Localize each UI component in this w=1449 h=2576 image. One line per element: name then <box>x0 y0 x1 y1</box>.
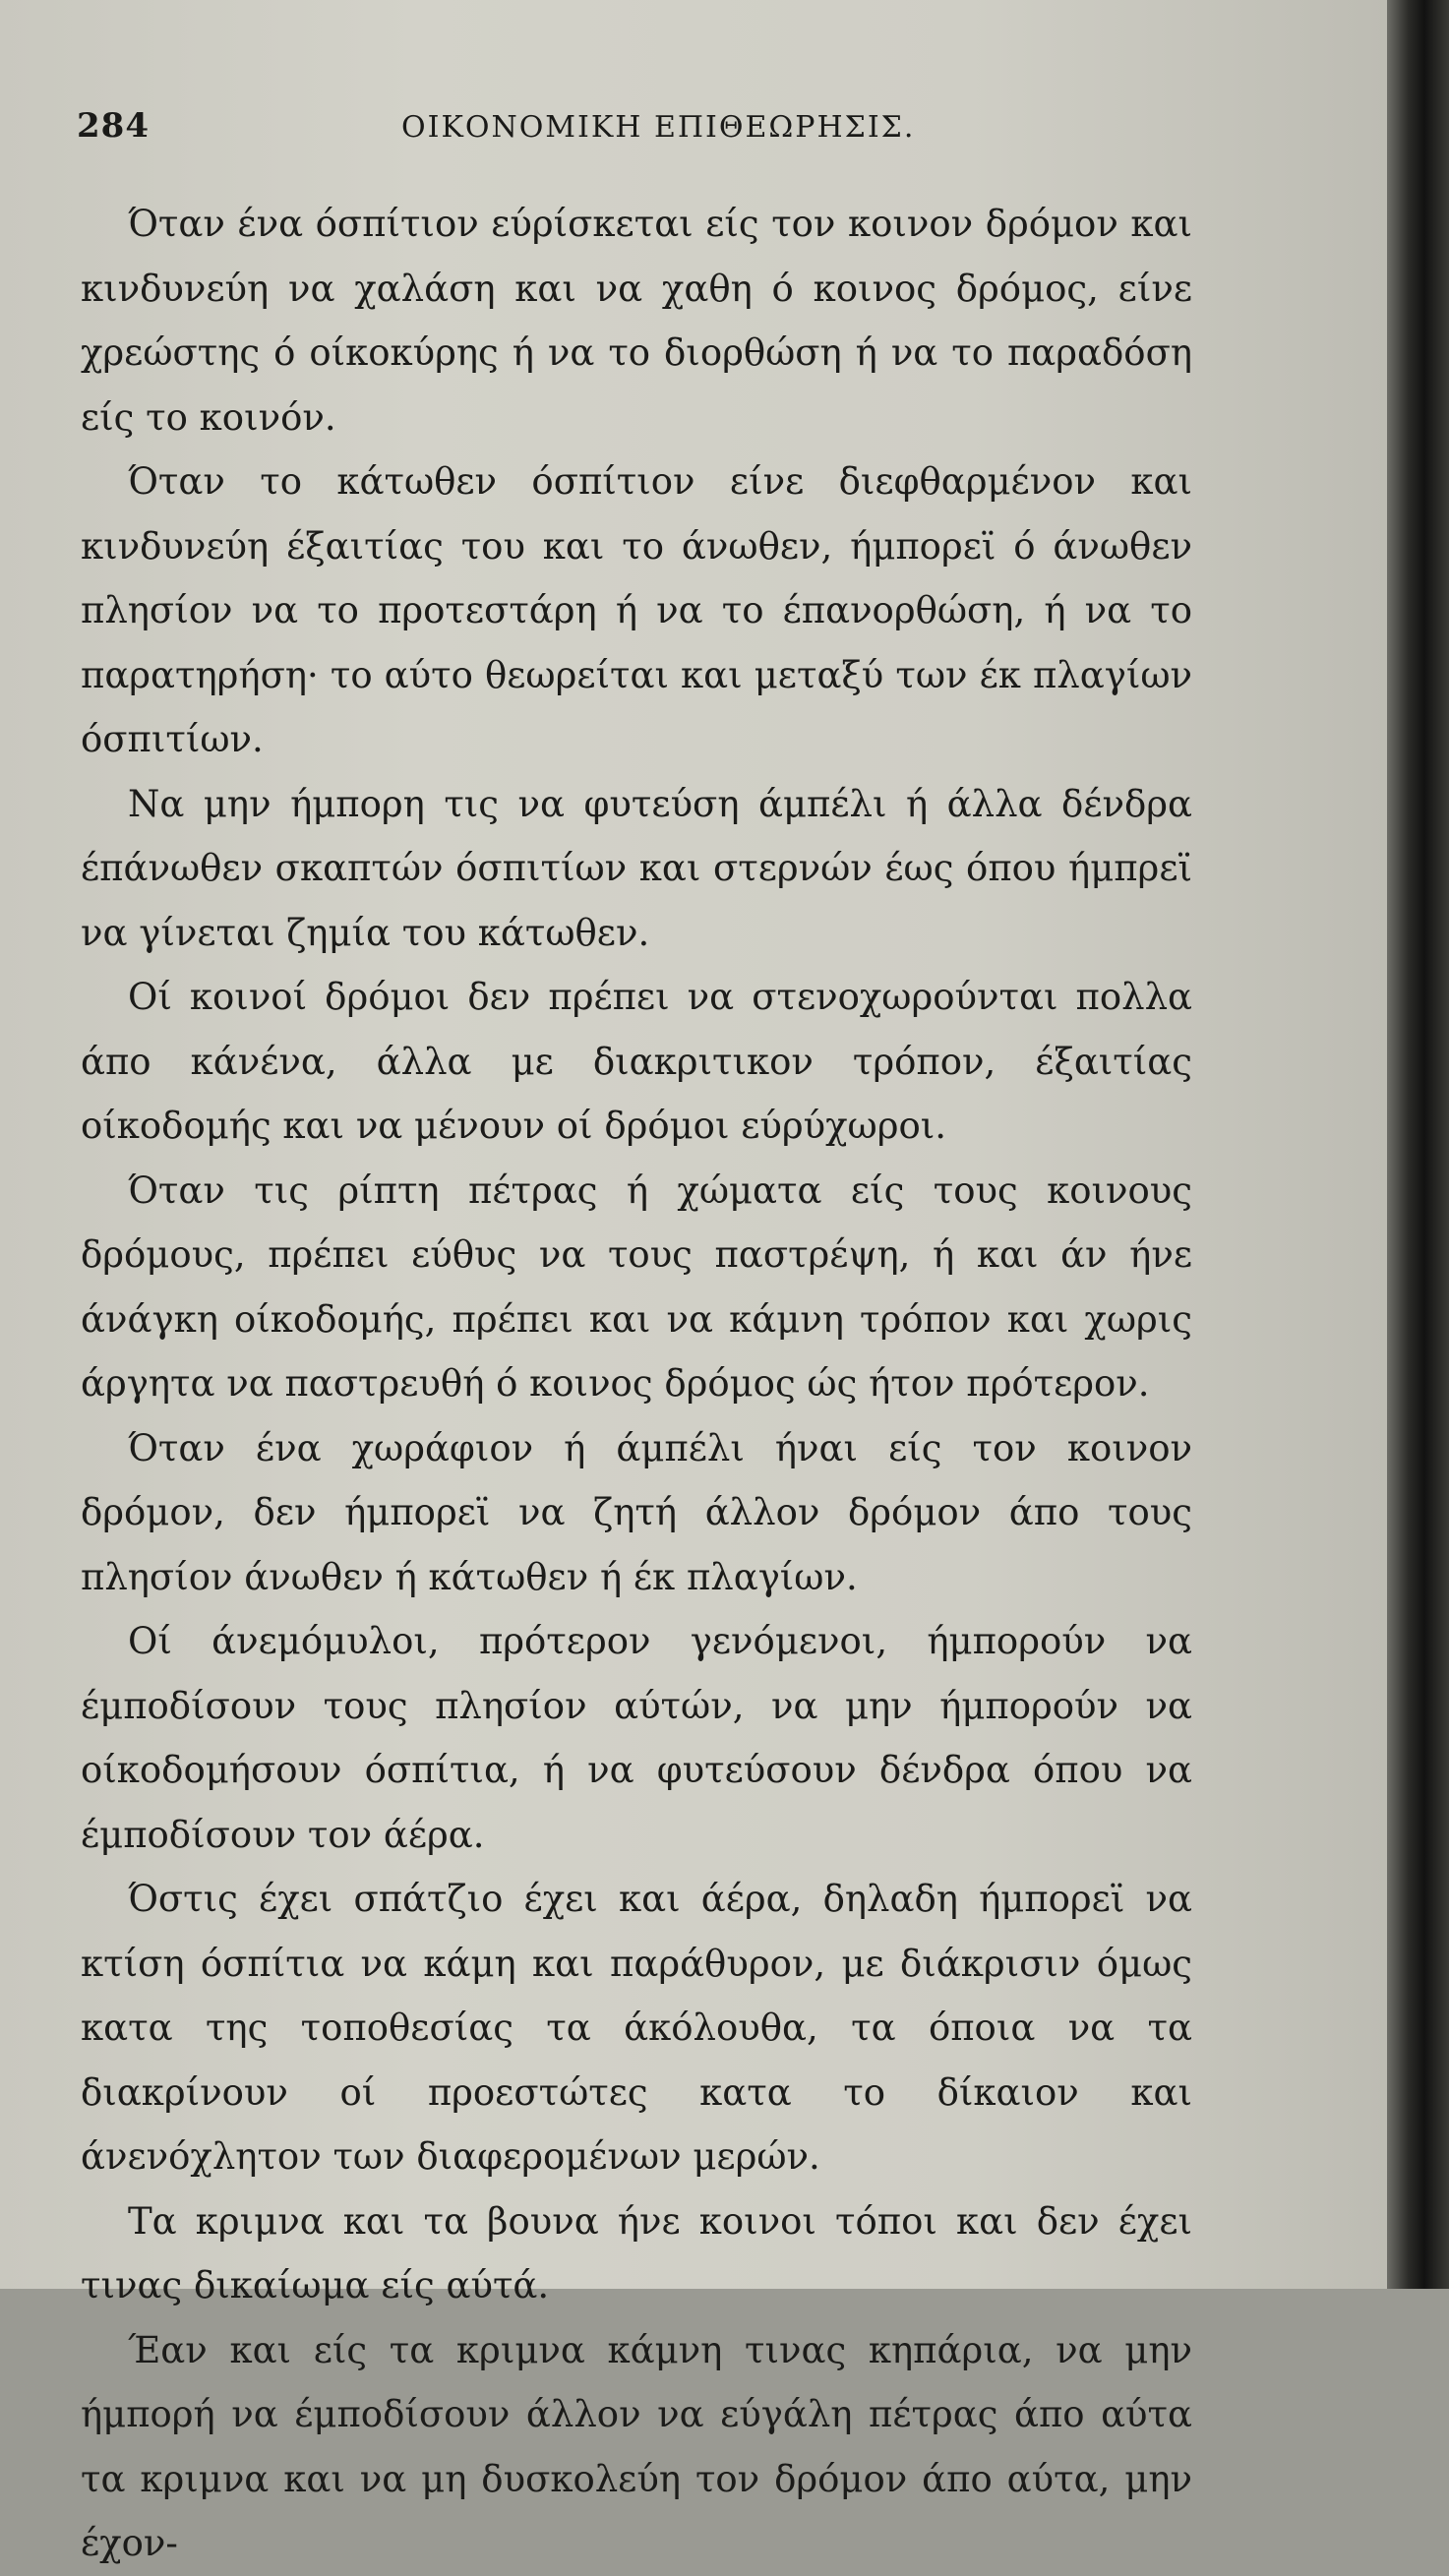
paragraph: Όταν ένα όσπίτιον εύρίσκεται είς τον κοινον δρόμον και κινδυνεύη να χαλάση και να χαθη ό κοινος δρόμος, είνε χρεώστης ό οίκοκύρης ή να το διορθώση ή να το παραδόση είς το κοινόν. <box>81 203 1192 439</box>
paragraph: Όταν τις ρίπτη πέτρας ή χώματα είς τους κοινους δρόμους, πρέπει εύθυς να τους παστρέψη, ή και άν ήνε άνάγκη οίκοδομής, πρέπει και να κάμνη τρόπον και χωρις άργητα να παστρευθή ό κοινος δρόμος ώς ήτον πρότερον. <box>81 1168 1192 1405</box>
paragraph: Να μην ήμπορη τις να φυτεύση άμπέλι ή άλλα δένδρα έπάνωθεν σκαπτών όσπιτίων και στερνών έως όπου ήμπρεϊ να γίνεται ζημία του κάτωθεν. <box>81 782 1192 954</box>
page-header <box>77 106 1356 165</box>
page-number: 284 <box>77 106 150 146</box>
body-text <box>81 192 1192 2576</box>
paragraph: Τα κριμνα και τα βουνα ήνε κοινοι τόποι και δεν έχει τινας δικαίωμα είς αύτά. <box>81 2199 1192 2306</box>
paragraph: Όταν ένα χωράφιον ή άμπέλι ήναι είς τον κοινον δρόμον, δεν ήμπορεϊ να ζητή άλλον δρόμον άπο τους πλησίον άνωθεν ή κάτωθεν ή έκ πλαγίων. <box>81 1426 1192 1598</box>
paragraph: Όστις έχει σπάτζιο έχει και άέρα, δηλαδη ήμπορεϊ να κτίση όσπίτια να κάμη και παράθυρον, με διάκρισιν όμως κατα της τοποθεσίας τα άκόλουθα, τα όποια να τα διακρίνουν οί προεστώτες κατα το δίκαιον και άνενόχλητον των διαφερομένων μερών. <box>81 1878 1192 2178</box>
paragraph: Όταν το κάτωθεν όσπίτιον είνε διεφθαρμένον και κινδυνεύη έξαιτίας του και το άνωθεν, ήμπορεϊ ό άνωθεν πλησίον να το προτεστάρη ή να το έπανορθώση, ή να το παρατηρήση· το αύτο θεωρείται και μεταξύ των έκ πλαγίων όσπιτίων. <box>81 460 1192 760</box>
paragraph: Οί άνεμόμυλοι, πρότερον γενόμενοι, ήμπορούν να έμποδίσουν τους πλησίον αύτών, να μην ήμπορούν να οίκοδομήσουν όσπίτια, ή να φυτεύσουν δένδρα όπου να έμποδίσουν τον άέρα. <box>81 1620 1192 1856</box>
book-gutter-shadow <box>1387 0 1449 2289</box>
paragraph: Έαν και είς τα κριμνα κάμνη τινας κηπάρια, να μην ήμπορή να έμποδίσουν άλλον να εύγάλη πέτρας άπο αύτα τα κριμνα και να μη δυσκολεύη τον δρόμον άπο αύτα, μην έχον- <box>81 2328 1192 2564</box>
paragraph: Οί κοινοί δρόμοι δεν πρέπει να στενοχωρούνται πολλα άπο κάνένα, άλλα με διακριτικον τρόπον, έξαιτίας οίκοδομής και να μένουν οί δρόμοι εύρύχωροι. <box>81 976 1192 1147</box>
running-title: ΟΙΚΟΝΟΜΙΚΗ ΕΠΙΘΕΩΡΗΣΙΣ. <box>401 110 916 145</box>
